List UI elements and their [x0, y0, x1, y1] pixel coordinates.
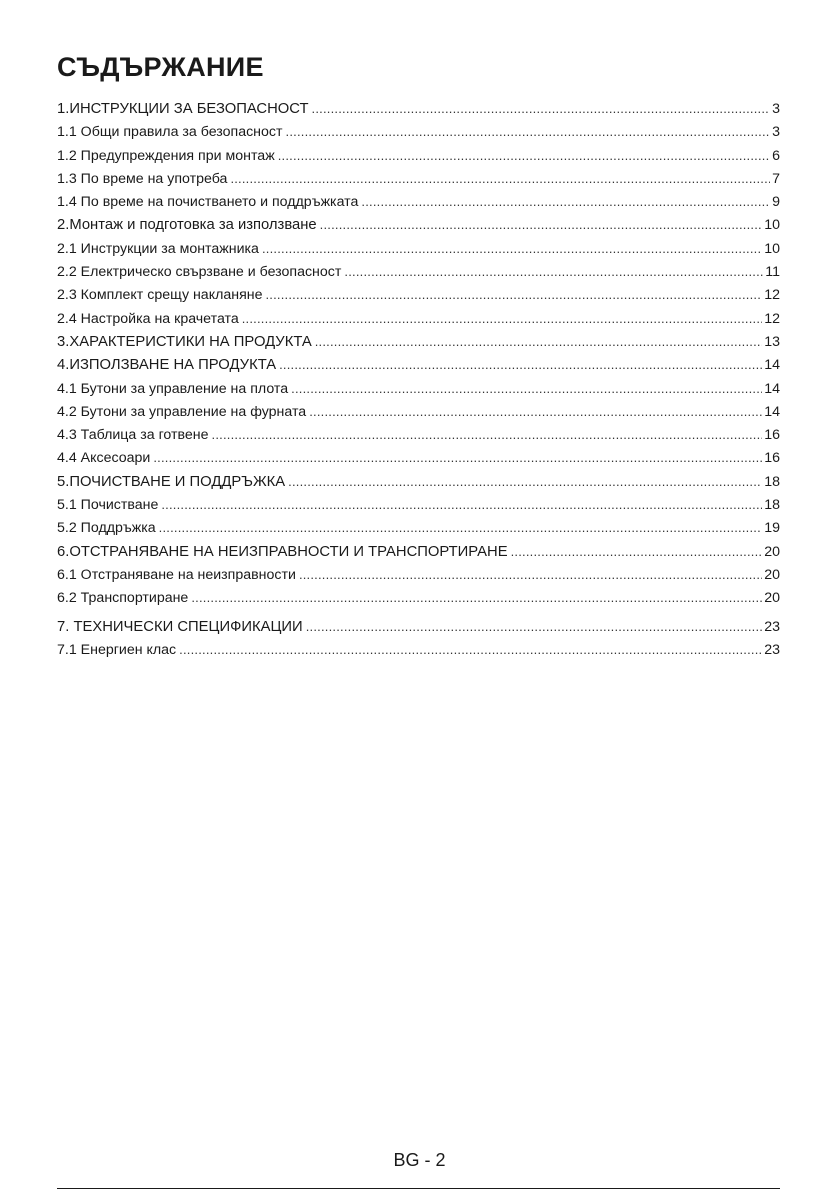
toc-entry-page: 16 — [764, 450, 780, 467]
toc-dot-leader — [191, 586, 762, 609]
toc-entry[interactable] — [57, 540, 780, 563]
toc-entry-page: 23 — [764, 618, 780, 635]
toc-entry[interactable] — [57, 400, 780, 423]
toc-dot-leader — [265, 283, 762, 306]
toc-entry-page: 23 — [764, 641, 780, 658]
toc-entry[interactable] — [57, 307, 780, 330]
toc-entry-page: 3 — [772, 124, 780, 141]
toc-entry-page: 3 — [772, 101, 780, 117]
toc-entry[interactable] — [57, 167, 780, 190]
toc-entry-title: 2.1 Инструкции за монтажника — [57, 240, 259, 257]
toc-entry-title: 4.1 Бутони за управление на плота — [57, 380, 289, 397]
toc-entry-page: 7 — [772, 170, 780, 187]
toc-entry-title: 7. ТЕХНИЧЕСКИ СПЕЦИФИКАЦИИ — [57, 618, 303, 635]
toc-entry-page: 14 — [764, 357, 780, 374]
toc-dot-leader — [159, 516, 763, 539]
toc-dot-leader — [309, 400, 762, 423]
toc-entry-title: 4.2 Бутони за управление на фурната — [57, 403, 307, 420]
toc-entry-title: 1.1 Общи правила за безопасност — [57, 124, 283, 141]
toc-dot-leader — [288, 470, 762, 493]
toc-dot-leader — [361, 190, 770, 213]
toc-entry-page: 14 — [764, 380, 780, 397]
toc-entry[interactable] — [57, 615, 780, 638]
page-title: СЪДЪРЖАНИЕ — [57, 52, 264, 82]
toc-entry-page: 16 — [764, 427, 780, 444]
toc-entry[interactable] — [57, 330, 780, 353]
toc-entry[interactable] — [57, 237, 780, 260]
toc-entry-title: 6.1 Отстраняване на неизправности — [57, 566, 296, 583]
toc-entry[interactable] — [57, 353, 780, 376]
toc-entry-page: 10 — [764, 240, 780, 257]
toc-entry[interactable] — [57, 377, 780, 400]
toc-entry[interactable] — [57, 260, 780, 283]
toc-entry-title: 1.3 По време на употреба — [57, 170, 228, 187]
toc-dot-leader — [291, 377, 762, 400]
toc-entry-title: 5.ПОЧИСТВАНЕ И ПОДДРЪЖКА — [57, 473, 286, 490]
toc-entry-title: 4.ИЗПОЛЗВАНЕ НА ПРОДУКТА — [57, 357, 277, 374]
toc-entry-title: 1.ИНСТРУКЦИИ ЗА БЕЗОПАСНОСТ — [57, 101, 309, 117]
toc-entry-page: 18 — [764, 473, 780, 490]
toc-entry-page: 13 — [764, 333, 780, 350]
toc-entry[interactable] — [57, 493, 780, 516]
toc-entry-page: 19 — [764, 520, 780, 537]
toc-entry-page: 20 — [764, 566, 780, 583]
toc-entry-title: 4.4 Аксесоари — [57, 450, 151, 467]
toc-entry[interactable] — [57, 213, 780, 236]
toc-dot-leader — [306, 615, 763, 638]
toc-entry-title: 6.2 Транспортиране — [57, 590, 189, 607]
toc-entry-page: 9 — [772, 194, 780, 211]
toc-entry[interactable] — [57, 144, 780, 167]
toc-dot-leader — [242, 307, 762, 330]
toc-entry[interactable] — [57, 638, 780, 661]
toc-entry-title: 1.4 По време на почистването и поддръжката — [57, 194, 359, 211]
toc-entry[interactable] — [57, 446, 780, 469]
toc-entry[interactable] — [57, 586, 780, 609]
toc-dot-leader — [161, 493, 762, 516]
toc-entry-page: 18 — [764, 497, 780, 514]
toc-entry[interactable] — [57, 470, 780, 493]
toc-entry-title: 5.2 Поддръжка — [57, 520, 156, 537]
toc-dot-leader — [320, 213, 763, 236]
toc-entry-title: 2.3 Комплект срещу накланяне — [57, 287, 263, 304]
toc-dot-leader — [312, 97, 771, 120]
toc-entry-title: 2.4 Настройка на крачетата — [57, 310, 239, 327]
toc-entry-title: 6.ОТСТРАНЯВАНЕ НА НЕИЗПРАВНОСТИ И ТРАНСПОРТИРАНЕ — [57, 543, 508, 560]
toc-entry-title: 2.2 Електрическо свързване и безопасност — [57, 264, 342, 281]
toc-dot-leader — [230, 167, 770, 190]
toc-entry[interactable] — [57, 120, 780, 143]
toc-entry-title: 3.ХАРАКТЕРИСТИКИ НА ПРОДУКТА — [57, 333, 312, 350]
toc-entry-page: 20 — [764, 543, 780, 560]
toc-entry-page: 12 — [764, 287, 780, 304]
toc-entry-page: 6 — [772, 147, 780, 164]
toc-entry-page: 10 — [764, 217, 780, 234]
toc-entry[interactable] — [57, 563, 780, 586]
toc-dot-leader — [279, 353, 762, 376]
toc-entry-page: 14 — [764, 403, 780, 420]
toc-dot-leader — [286, 120, 771, 143]
toc-entry[interactable] — [57, 190, 780, 213]
toc-entry-title: 7.1 Енергиен клас — [57, 641, 177, 658]
toc-dot-leader — [315, 330, 762, 353]
toc-entry[interactable] — [57, 283, 780, 306]
toc-entry[interactable] — [57, 97, 780, 120]
table-of-contents — [57, 97, 780, 661]
footer-divider — [57, 1188, 780, 1189]
toc-entry-title: 2.Монтаж и подготовка за използване — [57, 217, 317, 234]
toc-entry-page: 12 — [764, 310, 780, 327]
toc-dot-leader — [179, 638, 762, 661]
toc-dot-leader — [278, 144, 770, 167]
toc-entry[interactable] — [57, 516, 780, 539]
toc-dot-leader — [344, 260, 763, 283]
toc-entry[interactable] — [57, 423, 780, 446]
toc-entry-page: 11 — [765, 264, 780, 281]
toc-dot-leader — [153, 446, 762, 469]
toc-entry-title: 4.3 Таблица за готвене — [57, 427, 209, 444]
page-number: BG - 2 — [393, 1150, 446, 1170]
toc-dot-leader — [299, 563, 762, 586]
toc-entry-title: 5.1 Почистване — [57, 497, 159, 514]
toc-entry-page: 20 — [764, 590, 780, 607]
toc-dot-leader — [511, 540, 763, 563]
toc-entry-title: 1.2 Предупреждения при монтаж — [57, 147, 275, 164]
toc-dot-leader — [212, 423, 763, 446]
toc-dot-leader — [262, 237, 762, 260]
